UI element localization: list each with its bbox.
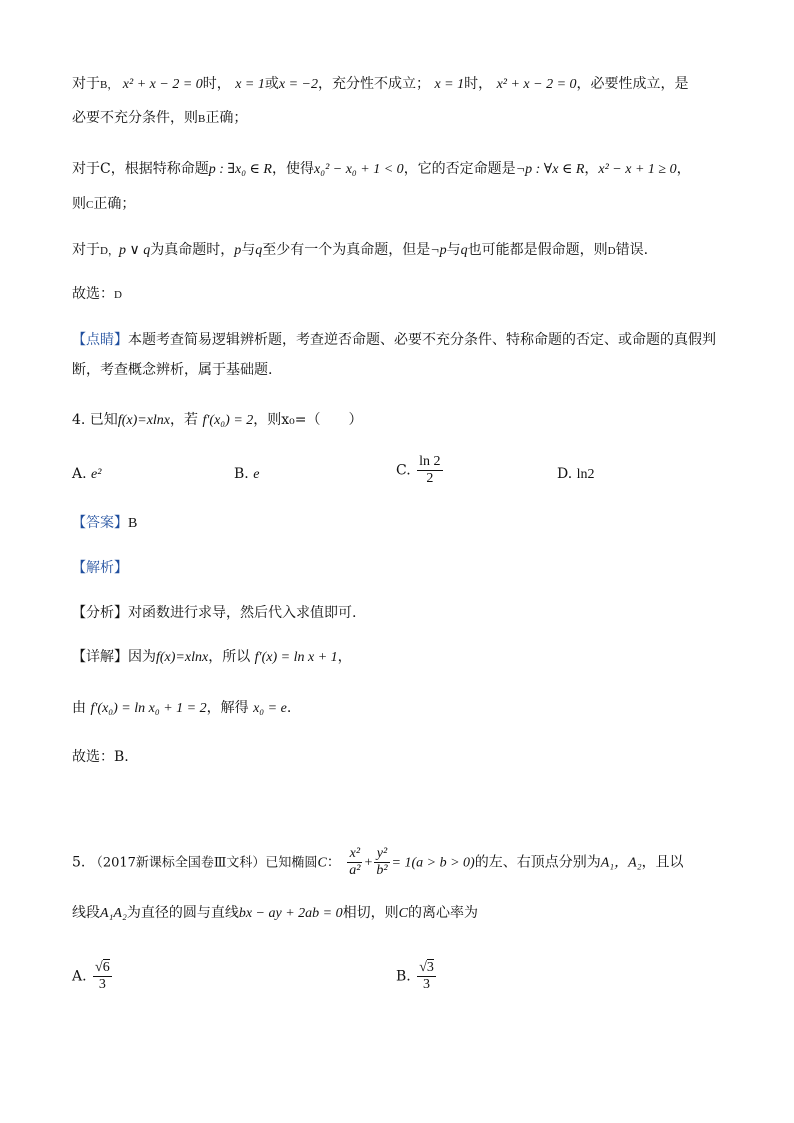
- math-expr: x² − x + 1 ≥ 0: [598, 162, 677, 177]
- math-expr: C: [317, 855, 327, 871]
- text: 线段: [72, 905, 100, 921]
- text: D: [114, 289, 122, 301]
- section-tag: 【答案】: [72, 515, 128, 531]
- text: ，若: [170, 412, 199, 428]
- q4-analysis-tag: [72, 558, 128, 578]
- text: 本题考查简易逻辑辨析题，考查逆否命题、必要不充分条件、特称命题的否定、或命题的真假判: [128, 332, 716, 348]
- text: 故选：B.: [72, 749, 129, 765]
- option-label: B.: [234, 466, 249, 482]
- math-expr: f(x)=xlnx: [156, 650, 209, 665]
- q4-step: [72, 698, 291, 719]
- q4-option-c: [396, 454, 445, 487]
- text: 为真命题时，: [150, 242, 235, 258]
- fraction: [93, 960, 112, 993]
- math-expr: x = −2: [278, 77, 318, 92]
- math-expr: p ∨ q: [118, 243, 151, 258]
- text: 因为: [128, 649, 156, 665]
- text: 为直径的圆与直线: [126, 905, 239, 921]
- text: （2017新课标全国卷Ⅲ文科）已知椭圆: [89, 855, 318, 871]
- q4-answer: [72, 513, 137, 534]
- q5-option-b: [396, 960, 438, 993]
- text: 时，: [202, 76, 231, 92]
- q4-option-a: [72, 464, 101, 485]
- text: ，则: [253, 412, 282, 428]
- fraction: [417, 454, 442, 487]
- text: ，充分性不成立；: [318, 76, 430, 92]
- dianjing-line1: [72, 330, 716, 350]
- math-expr: p : ∃x₀ ∈ R: [208, 162, 272, 177]
- text: 与: [446, 242, 461, 258]
- math-expr: f′(x₀) = ln x₀ + 1 = 2: [90, 701, 207, 716]
- fraction: [374, 846, 389, 879]
- text: 的离心率为: [407, 905, 478, 921]
- text: D: [607, 245, 616, 257]
- text: 相切，则: [342, 905, 399, 921]
- section-tag: 【点睛】: [72, 332, 128, 348]
- text: D，: [100, 245, 119, 257]
- radicand: 3: [426, 960, 434, 975]
- text: .: [286, 700, 292, 716]
- text: ，它的否定命题是: [403, 161, 516, 177]
- denominator: b²: [376, 863, 388, 878]
- text: 则: [72, 196, 86, 212]
- text: 故选：: [72, 286, 114, 302]
- para-d: [72, 240, 648, 261]
- math-expr: e²: [91, 467, 102, 482]
- math-expr: f(x)=xlnx: [117, 413, 171, 428]
- math-expr: A₁，A₂: [600, 855, 642, 871]
- text: ，: [337, 649, 352, 665]
- math-expr: f′(x₀) = 2: [202, 413, 254, 428]
- math-expr: ¬p : ∀x ∈ R: [515, 162, 585, 177]
- text: ，且以: [641, 854, 684, 871]
- math-expr: x² + x − 2 = 0: [122, 77, 203, 92]
- numerator: ln 2: [419, 454, 441, 469]
- numerator: √3: [419, 960, 434, 975]
- para-c-line1: [72, 159, 691, 180]
- text: ，: [584, 161, 599, 177]
- q4-fenxi: [72, 603, 356, 623]
- math-expr: x₀² − x₀ + 1 < 0: [313, 162, 404, 177]
- text: 也可能都是假命题，则: [467, 242, 608, 258]
- q4-option-d: [557, 464, 595, 485]
- q4-option-b: [234, 464, 259, 485]
- text: 4. 已知: [72, 412, 118, 428]
- text: 错误.: [615, 242, 649, 258]
- text: B，: [100, 79, 119, 91]
- q5-stem-line1: [72, 846, 684, 879]
- math-expr: x² + x − 2 = 0: [496, 77, 577, 92]
- q5-option-a: [72, 960, 114, 993]
- option-label: C.: [396, 462, 411, 479]
- option-label: B.: [396, 968, 411, 985]
- answer-value: B: [128, 516, 138, 531]
- option-label: A.: [72, 466, 87, 482]
- math-expr: ¬p: [430, 243, 447, 258]
- text: 正确；: [93, 196, 136, 212]
- numerator: x²: [347, 846, 362, 863]
- math-expr: x₀ = e: [253, 701, 287, 716]
- text: 对函数进行求导，然后代入求值即可.: [128, 605, 357, 621]
- section-tag: 【详解】: [72, 649, 128, 665]
- math-expr: ln2: [576, 467, 595, 482]
- text: 或: [264, 76, 279, 92]
- math-expr: x = 1: [235, 77, 265, 92]
- q4-xiangjie: [72, 647, 352, 668]
- numerator: √6: [95, 960, 110, 975]
- math-expr: p: [234, 243, 242, 258]
- text: x₀=（ ）: [281, 412, 363, 428]
- fraction: [347, 846, 362, 879]
- text: ，解得: [206, 700, 249, 716]
- para-b-line1: [72, 74, 689, 95]
- numerator: y²: [374, 846, 389, 863]
- choice-d: [72, 284, 122, 305]
- section-tag: 【分析】: [72, 605, 128, 621]
- text: 与: [241, 242, 256, 258]
- text: 对于: [72, 76, 100, 92]
- text: 至少有一个为真命题，但是: [262, 242, 431, 258]
- text: 对于: [72, 242, 100, 258]
- math-expr: q: [255, 243, 263, 258]
- dianjing-line2: [72, 360, 272, 380]
- q4-stem: [72, 410, 363, 431]
- question-number: 5.: [72, 854, 86, 871]
- denominator: a²: [349, 863, 361, 878]
- q5-stem-line2: [72, 903, 478, 924]
- text: 时，: [464, 76, 493, 92]
- text: ，使得: [271, 161, 314, 177]
- text: ：: [326, 854, 341, 871]
- text: 的左、右顶点分别为: [474, 854, 601, 871]
- q4-choose: [72, 747, 129, 767]
- math-expr: e: [253, 467, 260, 482]
- denominator: 3: [423, 977, 431, 992]
- fraction: [417, 960, 436, 993]
- text: 必要不充分条件，则: [72, 110, 198, 126]
- text: ，: [676, 161, 691, 177]
- text: 由: [72, 700, 86, 716]
- text: B: [198, 113, 206, 125]
- section-tag: 【解析】: [72, 560, 128, 576]
- text: C: [86, 199, 94, 211]
- math-expr: C: [398, 906, 408, 921]
- math-expr: q: [460, 243, 468, 258]
- text: 断，考查概念辨析，属于基础题.: [72, 362, 273, 378]
- math-expr: A₁A₂: [100, 906, 127, 921]
- math-expr: x = 1: [434, 77, 465, 92]
- math-expr: f′(x) = ln x + 1: [254, 650, 338, 665]
- para-c-line2: [72, 194, 135, 215]
- denominator: 3: [98, 977, 106, 992]
- math-op: +: [364, 855, 373, 871]
- para-b-line2: [72, 108, 247, 129]
- text: ，必要性成立，是: [576, 76, 689, 92]
- text: 对于: [72, 161, 100, 177]
- denominator: 2: [426, 471, 434, 486]
- text: C，根据特称命题: [100, 161, 209, 177]
- math-expr: = 1(a > b > 0): [391, 855, 475, 871]
- text: ，所以: [208, 649, 251, 665]
- radicand: 6: [102, 960, 110, 975]
- option-label: A.: [72, 968, 87, 985]
- option-label: D.: [557, 466, 573, 482]
- text: 正确；: [205, 110, 248, 126]
- math-expr: bx − ay + 2ab = 0: [238, 906, 343, 921]
